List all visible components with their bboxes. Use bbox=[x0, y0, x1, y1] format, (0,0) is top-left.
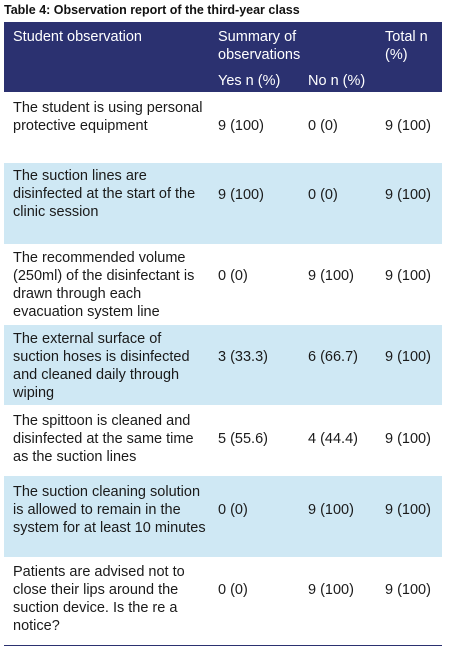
table-row bbox=[4, 92, 442, 164]
table-row bbox=[4, 557, 442, 645]
row-total-value: 9 (100) bbox=[385, 118, 431, 134]
row-observation: The spittoon is cleaned and disinfected at the same time as the suction lines bbox=[13, 413, 194, 465]
row-no-value: 6 (66.7) bbox=[308, 349, 358, 365]
row-total-value: 9 (100) bbox=[385, 431, 431, 447]
row-yes-value: 3 (33.3) bbox=[218, 349, 268, 365]
row-no-value: 0 (0) bbox=[308, 118, 338, 134]
row-yes-value: 0 (0) bbox=[218, 502, 248, 518]
row-observation: The suction cleaning solution is allowed to remain in the system for at least 10 minutes bbox=[13, 484, 206, 536]
row-no-value: 9 (100) bbox=[308, 582, 354, 598]
table-bottom-rule bbox=[4, 645, 442, 646]
table-row bbox=[4, 405, 442, 477]
row-total-value: 9 (100) bbox=[385, 268, 431, 284]
table-caption: Table 4: Observation report of the third-year class bbox=[4, 3, 300, 17]
header-summary-of-observations: Summary of observations bbox=[218, 29, 301, 63]
row-no-value: 9 (100) bbox=[308, 502, 354, 518]
row-yes-value: 0 (0) bbox=[218, 268, 248, 284]
row-total-value: 9 (100) bbox=[385, 502, 431, 518]
row-total-value: 9 (100) bbox=[385, 582, 431, 598]
table-row bbox=[4, 476, 442, 558]
row-yes-value: 0 (0) bbox=[218, 582, 248, 598]
row-observation: The student is using personal protective equipment bbox=[13, 100, 203, 134]
row-observation: Patients are advised not to close their lips around the suction device. Is the re a notice? bbox=[13, 564, 185, 634]
row-no-value: 9 (100) bbox=[308, 268, 354, 284]
row-yes-value: 9 (100) bbox=[218, 118, 264, 134]
table-row bbox=[4, 163, 442, 245]
row-yes-value: 5 (55.6) bbox=[218, 431, 268, 447]
row-no-value: 0 (0) bbox=[308, 187, 338, 203]
header-student-observation: Student observation bbox=[13, 29, 142, 45]
table-row bbox=[4, 244, 442, 326]
header-total: Total n (%) bbox=[385, 29, 428, 63]
row-observation: The external surface of suction hoses is disinfected and cleaned daily through wiping bbox=[13, 331, 190, 401]
row-no-value: 4 (44.4) bbox=[308, 431, 358, 447]
header-no: No n (%) bbox=[308, 73, 366, 89]
header-yes: Yes n (%) bbox=[218, 73, 281, 89]
row-observation: The suction lines are disinfected at the start of the clinic session bbox=[13, 168, 196, 220]
table-row bbox=[4, 325, 442, 406]
table-header bbox=[4, 22, 442, 92]
row-yes-value: 9 (100) bbox=[218, 187, 264, 203]
row-total-value: 9 (100) bbox=[385, 187, 431, 203]
row-total-value: 9 (100) bbox=[385, 349, 431, 365]
row-observation: The recommended volume (250ml) of the disinfectant is drawn through each evacuation system line bbox=[13, 250, 195, 320]
